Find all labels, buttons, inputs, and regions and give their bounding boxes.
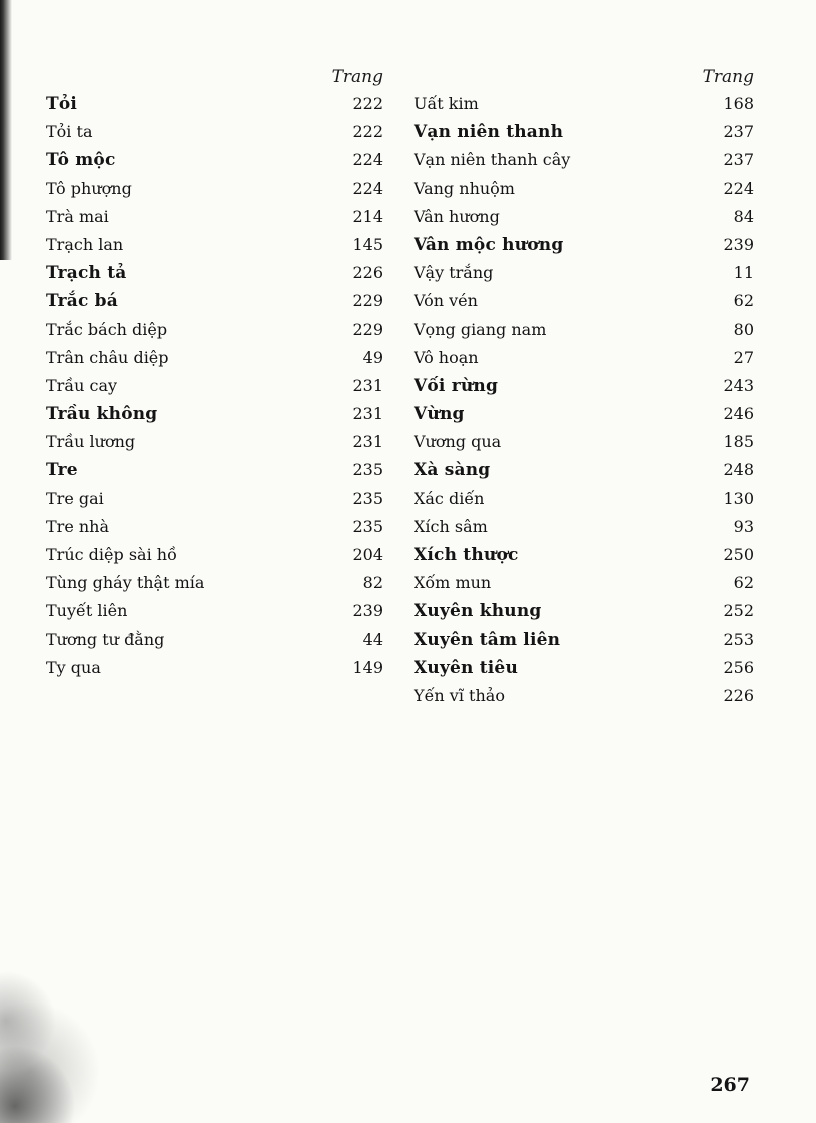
index-entry bbox=[46, 400, 383, 428]
index-entry bbox=[46, 597, 383, 625]
index-entry-page: 222 bbox=[352, 122, 383, 142]
index-entry bbox=[414, 146, 754, 174]
index-entry-page: 239 bbox=[723, 234, 754, 254]
index-entry-page: 80 bbox=[733, 319, 754, 339]
index-entry-page: 253 bbox=[723, 629, 754, 649]
index-entry-page: 252 bbox=[723, 601, 754, 621]
index-entry-name: Xuyên tiêu bbox=[414, 657, 519, 678]
index-entry-page: 224 bbox=[723, 178, 754, 198]
index-entry-page: 185 bbox=[723, 432, 754, 452]
index-entry bbox=[46, 569, 383, 597]
index-entry-name: Trân châu diệp bbox=[46, 347, 169, 367]
index-entry-name: Trạch tả bbox=[46, 263, 127, 284]
index-entry bbox=[414, 372, 754, 400]
index-column-right bbox=[414, 64, 754, 710]
index-entry bbox=[46, 654, 383, 682]
index-entry bbox=[46, 456, 383, 484]
column-header-trang: Trang bbox=[702, 67, 754, 87]
index-entry-name: Vân hương bbox=[414, 206, 500, 226]
index-entry-name: Xuyên khung bbox=[414, 601, 542, 622]
index-entry bbox=[414, 541, 754, 569]
index-entry bbox=[46, 485, 383, 513]
index-entry-page: 214 bbox=[352, 206, 383, 226]
index-entry-page: 62 bbox=[733, 291, 754, 311]
index-entry-page: 229 bbox=[352, 291, 383, 311]
index-entry bbox=[414, 118, 754, 146]
index-entry-name: Trắc bách diệp bbox=[46, 319, 168, 339]
index-entry-name: Xốm mun bbox=[414, 573, 492, 593]
index-list-right bbox=[414, 90, 754, 710]
index-entry bbox=[414, 626, 754, 654]
index-entry-page: 149 bbox=[352, 657, 383, 677]
index-entry-page: 229 bbox=[352, 319, 383, 339]
index-entry-page: 248 bbox=[723, 460, 754, 480]
index-entry-name: Xà sàng bbox=[414, 460, 491, 481]
index-entry-name: Vọng giang nam bbox=[414, 319, 547, 339]
index-entry-page: 237 bbox=[723, 122, 754, 142]
index-entry-name: Ty qua bbox=[46, 657, 101, 677]
index-entry-page: 204 bbox=[352, 545, 383, 564]
index-entry-name: Vón vén bbox=[414, 291, 478, 311]
index-entry-name: Yến vĩ thảo bbox=[414, 685, 505, 705]
index-entry-name: Vạn niên thanh bbox=[414, 122, 564, 143]
index-entry bbox=[414, 344, 754, 372]
index-entry-name: Xích thược bbox=[414, 545, 519, 565]
index-entry bbox=[414, 682, 754, 710]
index-entry-page: 62 bbox=[733, 573, 754, 593]
index-entry-page: 27 bbox=[733, 347, 754, 367]
index-entry-name: Tre gai bbox=[46, 488, 104, 508]
index-entry-name: Trúc diệp sài hồ bbox=[46, 545, 177, 564]
index-column-left bbox=[46, 64, 383, 682]
index-entry-name: Tương tư đằng bbox=[46, 629, 165, 649]
index-entry bbox=[46, 90, 383, 118]
index-entry-page: 246 bbox=[723, 404, 754, 424]
index-entry-name: Vối rừng bbox=[414, 375, 499, 396]
index-entry-page: 235 bbox=[352, 488, 383, 508]
index-entry-name: Vương qua bbox=[414, 432, 502, 452]
index-entry-page: 82 bbox=[362, 573, 383, 593]
index-entry bbox=[46, 175, 383, 203]
index-entry-page: 231 bbox=[352, 404, 383, 424]
index-list-left bbox=[46, 90, 383, 682]
index-entry bbox=[46, 626, 383, 654]
index-entry-name: Xích sâm bbox=[414, 516, 488, 536]
index-entry bbox=[414, 456, 754, 484]
index-entry bbox=[414, 428, 754, 456]
index-entry bbox=[46, 231, 383, 259]
index-entry-name: Vân mộc hương bbox=[414, 234, 564, 255]
index-entry bbox=[46, 344, 383, 372]
index-entry-page: 256 bbox=[723, 657, 754, 677]
index-entry bbox=[46, 513, 383, 541]
scan-noise bbox=[0, 783, 150, 1123]
index-entry-page: 11 bbox=[733, 263, 754, 283]
index-entry-name: Tỏi ta bbox=[46, 122, 93, 142]
scan-edge-shadow bbox=[0, 0, 12, 260]
index-entry bbox=[414, 259, 754, 287]
index-entry-page: 250 bbox=[723, 545, 754, 564]
index-entry-name: Uất kim bbox=[414, 94, 479, 113]
index-entry-name: Vậy trắng bbox=[414, 263, 494, 283]
index-entry-page: 130 bbox=[723, 488, 754, 508]
index-entry-page: 224 bbox=[352, 178, 383, 198]
index-entry bbox=[414, 90, 754, 118]
index-entry-name: Tùng gháy thật mía bbox=[46, 573, 205, 593]
index-entry-name: Trầu cay bbox=[46, 375, 118, 395]
index-entry-page: 243 bbox=[723, 375, 754, 395]
index-entry bbox=[46, 118, 383, 146]
column-header-trang: Trang bbox=[331, 67, 383, 87]
index-entry-name: Xác diến bbox=[414, 488, 485, 508]
index-entry-name: Tre bbox=[46, 460, 78, 481]
index-entry-name: Trầu lương bbox=[46, 432, 136, 452]
index-entry bbox=[46, 372, 383, 400]
index-entry bbox=[46, 541, 383, 569]
index-entry bbox=[414, 316, 754, 344]
index-entry bbox=[414, 513, 754, 541]
index-entry-name: Vang nhuộm bbox=[414, 178, 515, 198]
page-number: 267 bbox=[710, 1074, 750, 1096]
index-entry-page: 231 bbox=[352, 375, 383, 395]
index-entry-name: Trà mai bbox=[46, 206, 109, 226]
index-entry bbox=[46, 316, 383, 344]
index-entry-name: Tô mộc bbox=[46, 150, 116, 171]
index-entry-name: Trầu không bbox=[46, 404, 158, 425]
index-entry-page: 93 bbox=[733, 516, 754, 536]
index-entry bbox=[414, 175, 754, 203]
index-entry-page: 231 bbox=[352, 432, 383, 452]
index-entry bbox=[414, 287, 754, 315]
index-entry-page: 84 bbox=[733, 206, 754, 226]
index-entry-page: 49 bbox=[362, 347, 383, 367]
index-entry-name: Trạch lan bbox=[46, 234, 124, 254]
index-entry bbox=[414, 485, 754, 513]
index-entry-page: 235 bbox=[352, 460, 383, 480]
index-entry-page: 226 bbox=[352, 263, 383, 283]
index-entry-page: 145 bbox=[352, 234, 383, 254]
index-entry bbox=[414, 654, 754, 682]
index-entry-name: Vừng bbox=[414, 404, 465, 425]
index-entry bbox=[414, 203, 754, 231]
index-entry-name: Xuyên tâm liên bbox=[414, 629, 561, 650]
index-entry-page: 226 bbox=[723, 685, 754, 705]
index-entry bbox=[46, 287, 383, 315]
index-entry-name: Tô phượng bbox=[46, 178, 132, 198]
index-entry-name: Vô hoạn bbox=[414, 347, 479, 367]
index-entry bbox=[414, 597, 754, 625]
index-entry bbox=[46, 203, 383, 231]
index-entry bbox=[46, 146, 383, 174]
index-entry-page: 224 bbox=[352, 150, 383, 170]
index-entry-page: 239 bbox=[352, 601, 383, 621]
index-entry bbox=[414, 400, 754, 428]
index-entry-page: 222 bbox=[352, 94, 383, 113]
index-entry bbox=[46, 428, 383, 456]
index-entry-page: 237 bbox=[723, 150, 754, 170]
index-entry bbox=[414, 569, 754, 597]
index-entry bbox=[46, 259, 383, 287]
index-entry-name: Tre nhà bbox=[46, 516, 110, 536]
index-entry-name: Tuyết liên bbox=[46, 601, 128, 621]
index-entry-name: Vạn niên thanh cây bbox=[414, 150, 571, 170]
index-entry bbox=[414, 231, 754, 259]
index-entry-name: Trắc bá bbox=[46, 291, 118, 312]
index-entry-page: 235 bbox=[352, 516, 383, 536]
index-entry-page: 168 bbox=[723, 94, 754, 113]
index-entry-page: 44 bbox=[362, 629, 383, 649]
index-entry-name: Tỏi bbox=[46, 94, 78, 114]
